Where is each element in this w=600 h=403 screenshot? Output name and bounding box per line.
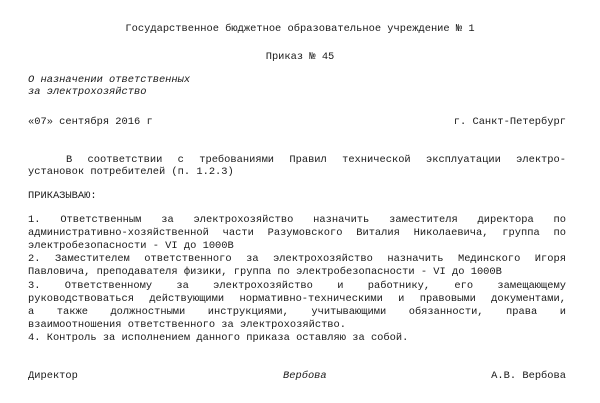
item-2-line-1: 2. Заместителем ответственного за электрохозяйство назначить Мединского Игоря	[28, 253, 566, 265]
signature-name: А.В. Вербова	[491, 370, 566, 382]
item-3-line-1: 3. Ответственному за электрохозяйство и работнику, его замещающему	[28, 280, 566, 292]
order-city: г. Санкт-Петербург	[453, 116, 566, 128]
subject-line-1: О назначении ответственных	[28, 74, 191, 86]
item-3-line-3: а также должностными инструкциями, учитывающими обязанности, права и	[28, 306, 566, 318]
item-1-line-1: 1. Ответственным за электрохозяйство назначить заместителя директора по	[28, 214, 566, 226]
signature-sign: Вербова	[283, 370, 327, 382]
signature-position: Директор	[28, 370, 78, 382]
item-1-line-3: электробезопасности - VI до 1000В	[28, 240, 234, 252]
order-date: «07» сентября 2016 г	[28, 116, 153, 128]
item-2-line-2: Павловича, преподавателя физики, группа по электробезопасности - VI до 1000В	[28, 266, 502, 278]
item-3-line-2: руководствоваться действующими нормативно-техническими и правовыми документами,	[28, 293, 566, 305]
item-4-line-1: 4. Контроль за исполнением данного приказа оставляю за собой.	[28, 332, 409, 344]
order-title: Приказ № 45	[265, 51, 335, 63]
preamble-line-2: установок потребителей (п. 1.2.3)	[28, 166, 234, 178]
order-word: ПРИКАЗЫВАЮ:	[28, 190, 97, 202]
item-1-line-2: административно-хозяйственной части Разумовского Виталия Николаевича, группа по	[28, 227, 566, 239]
organization-name: Государственное бюджетное образовательное учреждение № 1	[125, 23, 475, 35]
subject-line-2: за электрохозяйство	[28, 86, 147, 98]
preamble-line-1: В соответствии с требованиями Правил технической эксплуатации электро-	[66, 154, 566, 166]
item-3-line-4: взаимоотношения ответственного за электрохозяйство.	[28, 319, 347, 331]
